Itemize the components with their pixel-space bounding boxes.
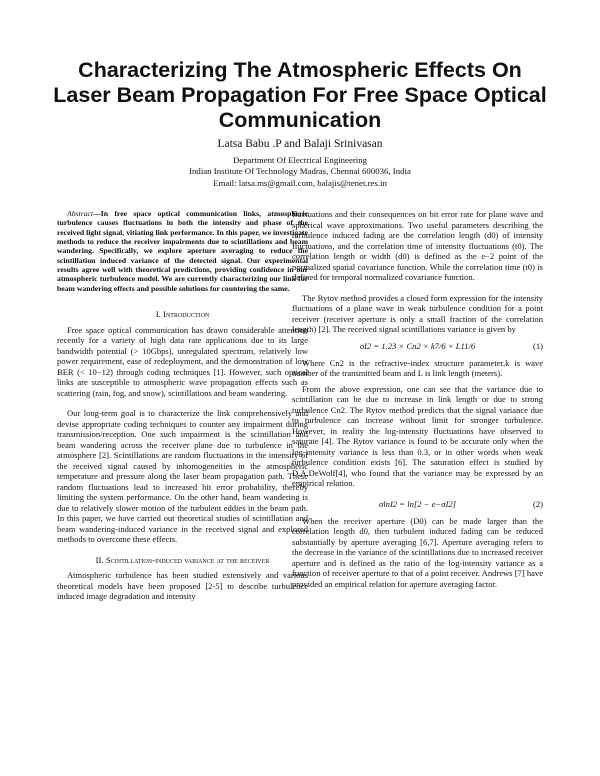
right-paragraph-5: When the receiver aperture (D0) can be made larger than the correlation length d0, then turbulent induced fading can be reduced substantially by aperture averaging [6,7]. Aperture averaging refers to the decrease in the variance of the scintillations due to increased receiver aperture and is defined as the ratio of the log-intensity variance as a function of receiver aperture to that of a point receiver. Andrews [7] have provided an empirical relation for aperture averaging factor.: [292, 515, 543, 589]
authors: Latsa Babu .P and Balaji Srinivasan: [217, 138, 383, 150]
equation-1-formula: σI2 = 1.23 × Cn2 × k7/6 × L11/6: [359, 340, 476, 351]
intro-paragraph-2: Our long-term goal is to characterize the link comprehensively and devise appropriate coding techniques to counter any impairment during transmission/reception. One such impairment is the scintillation and beam wandering across the receiver plane due to turbulence in the atmosphere [2]. Scintillations are random fluctuations in the intensity of the received signal caused by inhomogeneities in the atmospheric temperature and pressure along the laser beam propagation path. These random fluctuations lead to increased bit error probability, thereby limiting the system performance. On the other hand, beam wandering is due to relatively slower motion of the turbulent eddies in the beam path. In this paper, we have carried out theoretical studies of scintillation and beam wandering-induced variance in the received signal and explored methods to overcome these effects.: [57, 408, 308, 545]
right-paragraph-4: From the above expression, one can see that the variance due to scintillation can be due to increase in link length or due to strong turbulence Cn2. The Rytov method predicts that the signal variance due to turbulence can increase without limit for stronger turbulence. However, in reality the log-intensity fluctuations have observed to saturate [4]. The Rytov variance is found to be accurate only when the log-intensity variance is less than 0.3, or in other words when weak turbulence condition exists [6]. The saturation effect is studied by D.A.DeWolf[4], who found that the variance may be expressed by an empirical relation.: [292, 383, 543, 488]
section-heading-introduction: I. Introduction: [155, 309, 210, 320]
section-heading-scintillation: II. Scintillation-induced variance at the receiver: [95, 554, 270, 565]
right-paragraph-1: fluctuations and their consequences on bit error rate for plane wave and spherical wave approximations. Two useful parameters describing the turbulence induced fading are the correlation length (d0) of intensity fluctuations, and the correlation time of intensity fluctuations (t0). The correlation length or width (d0) is defined as the e−2 point of the normalized spatial covariance function. While the correlation time (t0) is defined for temporal normalized covariance function.: [292, 209, 543, 282]
title-line: Laser Beam Propagation For Free Space Optical: [53, 83, 547, 107]
abstract: [57, 209, 308, 293]
affiliation-institute: Indian Institute Of Technology Madras, Chennai 600036, India: [189, 166, 411, 176]
equation-2-formula: σlnI2 = ln[2 − e−σI2]: [379, 498, 456, 509]
affiliation-dept: Department Of Electrical Engineering: [232, 155, 368, 165]
right-paragraph-3: Where Cn2 is the refractive-index structure parameter,k is wave number of the transmitted beam and L is link length (meters).: [292, 357, 543, 378]
section2-paragraph-1: Atmospheric turbulence has been studied extensively and various theoretical models have been proposed [2-5] to describe turbulence induced image degradation and intensity: [57, 570, 308, 602]
left-column: [57, 209, 308, 602]
abstract-text: —In free space optical communication links, atmospheric turbulence causes fluctuations in both the intensity and phase of the received light signal, vitiating link performance. In this paper, we investigate methods to reduce the receiver impairments due to scintillations and beam wandering. Specifically, we explore aperture averaging to reduce the scintillation induced variance of the detected signal. Our experimental results agree well with theoretical predictions, providing confidence in our atmospheric turbulence model. We are currently characterizing our link for beam wandering effects and possible solutions for countering the same.: [57, 209, 308, 293]
intro-paragraph-1: Free space optical communication has drawn considerable attention recently for a variety of high data rate applications due to its large bandwidth potential (> 10Gbps), unregulated spectrum, relatively low power requirement, ease of redeployment, and the demonstration of low BER (< 10−12) through coding techniques [1]. However, such optical links are susceptible to atmospheric wave propagation effects such as scattering (rain, fog, and snow), scintillations and beam wandering.: [57, 324, 308, 398]
title-line: Characterizing The Atmospheric Effects On: [78, 58, 522, 82]
equation-2-number: (2): [532, 498, 543, 509]
abstract-label: Abstract: [67, 209, 94, 218]
equation-2: [292, 497, 543, 511]
paper-title: [40, 58, 560, 133]
equation-1-number: (1): [532, 340, 543, 351]
right-column: [292, 209, 543, 589]
affiliation-email: Email: latsa.ms@gmail.com, balajis@tenet.res.in: [213, 178, 387, 188]
right-paragraph-2: The Rytov method provides a closed form expression for the intensity fluctuations of a plane wave in weak turbulence condition for a point receiver (receiver aperture is only a small fraction of the correlation length) [2]. The received signal scintillations variance is given by: [292, 292, 543, 334]
equation-1: [292, 339, 543, 353]
title-line: Communication: [218, 108, 382, 132]
